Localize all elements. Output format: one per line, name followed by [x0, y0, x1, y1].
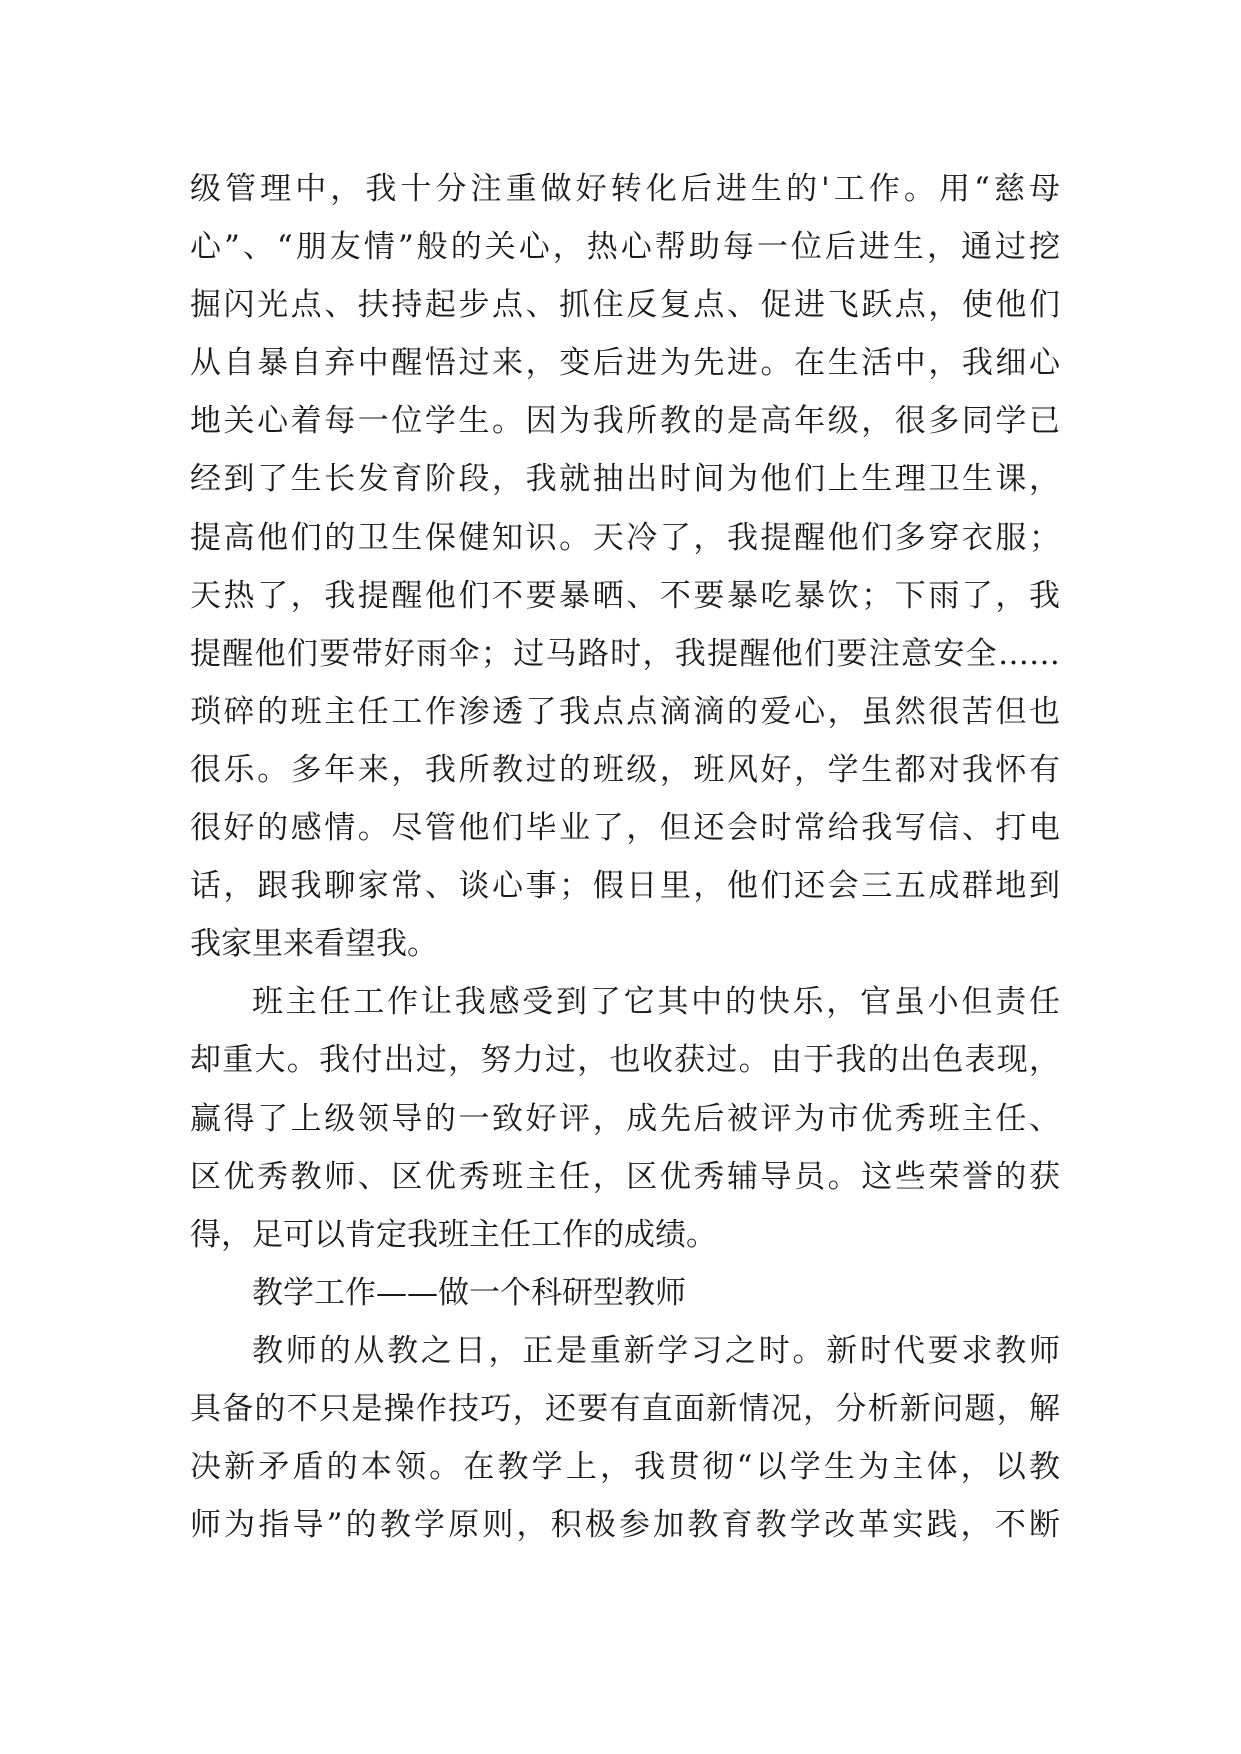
- text-line: 掘闪光点、扶持起步点、抓住反复点、促进飞跃点，使他们: [190, 287, 1060, 324]
- section-heading: 教学工作——做一个科研型教师: [252, 1274, 686, 1311]
- text-line: 提醒他们要带好雨伞；过马路时，我提醒他们要注意安全……: [190, 635, 1060, 672]
- text-line: 师为指导”的教学原则，积极参加教育教学改革实践，不断: [190, 1507, 1060, 1544]
- text-line: 决新矛盾的本领。在教学上，我贯彻“以学生为主体，以教: [190, 1449, 1060, 1486]
- text-line: 地关心着每一位学生。因为我所教的是高年级，很多同学已: [190, 403, 1060, 440]
- text-line: 心”、“朋友情”般的关心，热心帮助每一位后进生，通过挖: [190, 229, 1060, 266]
- text-line: 区优秀教师、区优秀班主任，区优秀辅导员。这些荣誉的获: [190, 1158, 1060, 1195]
- text-line: 我家里来看望我。: [190, 926, 438, 963]
- text-line: 具备的不只是操作技巧，还要有直面新情况，分析新问题，解: [190, 1390, 1060, 1427]
- paragraph-start-line: 班主任工作让我感受到了它其中的快乐，官虽小但责任: [252, 984, 1060, 1021]
- text-line: 天热了，我提醒他们不要暴晒、不要暴吃暴饮；下雨了，我: [190, 577, 1060, 614]
- text-line: 却重大。我付出过，努力过，也收获过。由于我的出色表现，: [190, 1042, 1060, 1079]
- text-line: 级管理中，我十分注重做好转化后进生的'工作。用“慈母: [190, 171, 1060, 207]
- text-line: 提高他们的卫生保健知识。天冷了，我提醒他们多穿衣服；: [190, 519, 1060, 556]
- text-line: 得，足可以肯定我班主任工作的成绩。: [190, 1216, 717, 1253]
- text-line: 经到了生长发育阶段，我就抽出时间为他们上生理卫生课，: [190, 461, 1060, 498]
- body-text: [190, 160, 1060, 1554]
- text-line: 话，跟我聊家常、谈心事；假日里，他们还会三五成群地到: [190, 868, 1060, 905]
- text-line: 很乐。多年来，我所教过的班级，班风好，学生都对我怀有: [190, 751, 1060, 788]
- text-line: 从自暴自弃中醒悟过来，变后进为先进。在生活中，我细心: [190, 345, 1060, 382]
- text-line: 赢得了上级领导的一致好评，成先后被评为市优秀班主任、: [190, 1100, 1060, 1137]
- text-line: 很好的感情。尽管他们毕业了，但还会时常给我写信、打电: [190, 810, 1060, 847]
- text-line: 琐碎的班主任工作渗透了我点点滴滴的爱心，虽然很苦但也: [190, 693, 1060, 730]
- paragraph-start-line: 教师的从教之日，正是重新学习之时。新时代要求教师: [252, 1332, 1060, 1369]
